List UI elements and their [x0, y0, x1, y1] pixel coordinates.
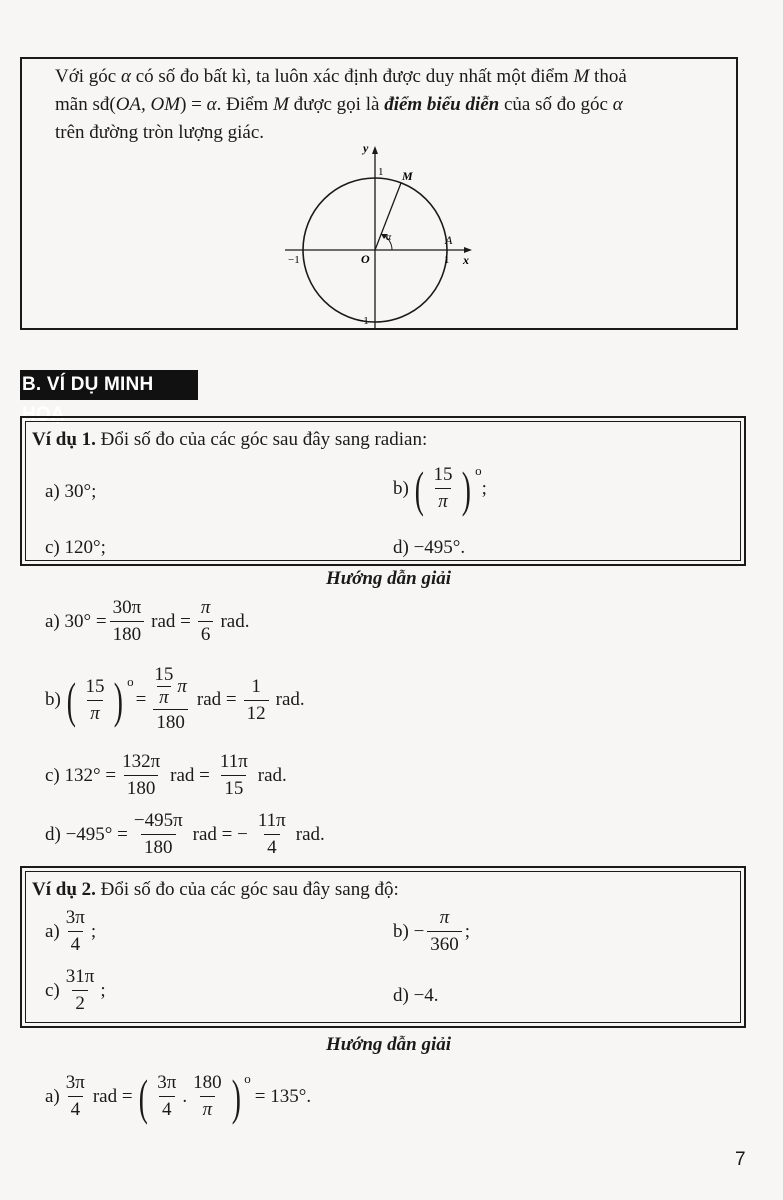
alpha-label: α [386, 232, 392, 243]
example-1-b: b) ( $\frac{15}{\pi}$ ) o ; [393, 460, 487, 517]
solution-heading-1: Hướng dẫn giải [326, 568, 452, 589]
example-2-prompt: Ví dụ 2. Đổi số đo của các góc sau đây sang độ: [32, 879, 399, 900]
y-axis-arrow-icon [372, 146, 378, 154]
unit-circle-figure [280, 140, 480, 330]
page-number: 7 [735, 1149, 746, 1170]
tick-1-top: 1 [378, 166, 384, 178]
example-1-prompt: Ví dụ 1. Đổi số đo của các góc sau đây sang radian: [32, 429, 428, 450]
point-M-label: M [402, 169, 413, 183]
tick-1-right: 1 [444, 254, 450, 266]
solution-1-c: c) 132° = $\frac{132\pi}{180}$ rad = $\frac{11\pi}{15}$ rad. [45, 749, 287, 802]
definition-line-2: mãn sđ(OA, OM) = α. Điểm M được gọi là điểm biểu diễn của số đo góc α [55, 94, 623, 115]
origin-label: O [361, 252, 370, 266]
y-label: y [363, 141, 369, 155]
solution-1-b: b) ( $\frac{15}{\pi}$ ) o = 15 π π 180 rad = $\frac{1}{12}$ rad. [45, 664, 305, 736]
solution-heading-2: Hướng dẫn giải [326, 1034, 452, 1055]
solution-2-a: a) $\frac{3\pi}{4}$ rad = ( $\frac{3\pi}{4}$ . $\frac{180}{\pi}$ ) o = 135°. [45, 1068, 312, 1125]
tick-neg1-left: −1 [288, 254, 300, 266]
example-2-c: c) $\frac{31\pi}{2}$ ; [45, 964, 106, 1017]
point-A-label: A [445, 233, 453, 247]
example-1-a: a) 30°; [45, 481, 97, 502]
example-2-a: a) $\frac{3\pi}{4}$ ; [45, 905, 96, 958]
tick-neg1-bottom: −1 [357, 315, 369, 327]
definition-line-3: trên đường tròn lượng giác. [55, 122, 265, 143]
example-2-d: d) −4. [393, 985, 439, 1006]
example-2-b: b) − $\frac{\pi}{360}$ ; [393, 905, 470, 958]
example-1-d: d) −495°. [393, 537, 466, 558]
x-label: x [463, 253, 469, 267]
example-1-c: c) 120°; [45, 537, 106, 558]
solution-1-d: d) −495° = $\frac{-495\pi}{180}$ rad = − $\frac{11\pi}{4}$ rad. [45, 808, 325, 861]
solution-1-a: a) 30° = $\frac{30\pi}{180}$ rad = $\frac{\pi}{6}$ rad. [45, 595, 249, 648]
definition-line-1: Với góc α có số đo bất kì, ta luôn xác định được duy nhất một điểm M thoả [55, 66, 627, 87]
section-title: B. VÍ DỤ MINH HOẠ [20, 370, 198, 400]
